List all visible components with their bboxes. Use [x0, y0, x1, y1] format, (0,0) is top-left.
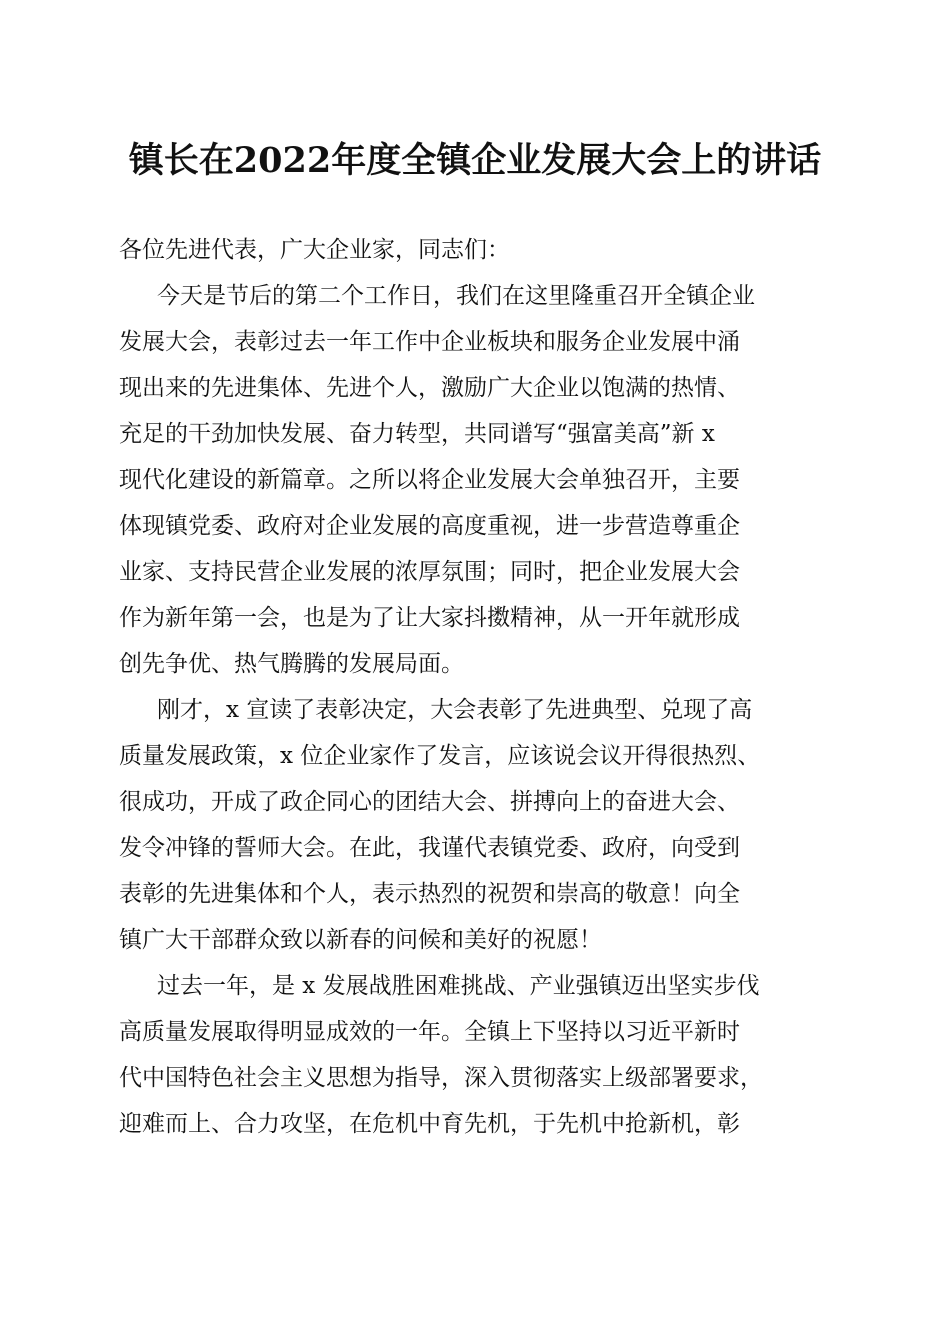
paragraph-line: 今天是节后的第二个工作日，我们在这里隆重召开全镇企业	[157, 283, 755, 309]
salutation: 各位先进代表，广大企业家，同志们：	[119, 237, 510, 263]
paragraph-line: 质量发展政策，x 位企业家作了发言，应该说会议开得很热烈、	[119, 743, 761, 769]
paragraph-line: 业家、支持民营企业发展的浓厚氛围；同时，把企业发展大会	[119, 559, 740, 585]
paragraph-line: 镇广大干部群众致以新春的问候和美好的祝愿！	[119, 927, 602, 953]
paragraph-line: 代中国特色社会主义思想为指导，深入贯彻落实上级部署要求，	[119, 1065, 763, 1091]
paragraph-line: 创先争优、热气腾腾的发展局面。	[119, 651, 464, 677]
paragraph-line: 现出来的先进集体、先进个人，激励广大企业以饱满的热情、	[119, 375, 740, 401]
paragraph-line: 现代化建设的新篇章。之所以将企业发展大会单独召开，主要	[119, 467, 740, 493]
paragraph-line: 迎难而上、合力攻坚，在危机中育先机，于先机中抢新机，彰	[119, 1111, 740, 1137]
document-body	[119, 227, 831, 1147]
paragraph-line: 高质量发展取得明显成效的一年。全镇上下坚持以习近平新时	[119, 1019, 740, 1045]
paragraph-line: 表彰的先进集体和个人，表示热烈的祝贺和崇高的敬意！向全	[119, 881, 740, 907]
paragraph-line: 发令冲锋的誓师大会。在此，我谨代表镇党委、政府，向受到	[119, 835, 740, 861]
paragraph-line: 过去一年，是 x 发展战胜困难挑战、产业强镇迈出坚实步伐	[157, 973, 760, 999]
paragraph-line: 很成功，开成了政企同心的团结大会、拼搏向上的奋进大会、	[119, 789, 740, 815]
paragraph-line: 作为新年第一会，也是为了让大家抖擞精神，从一开年就形成	[119, 605, 740, 631]
document-title: 镇长在2022年度全镇企业发展大会上的讲话	[128, 140, 822, 181]
paragraph-3	[119, 963, 831, 1147]
paragraph-2	[119, 687, 831, 963]
paragraph-line: 体现镇党委、政府对企业发展的高度重视，进一步营造尊重企	[119, 513, 740, 539]
paragraph-line: 刚才，x 宣读了表彰决定，大会表彰了先进典型、兑现了高	[157, 697, 753, 723]
paragraph-line: 充足的干劲加快发展、奋力转型，共同谱写“强富美高”新 x	[119, 421, 715, 447]
paragraph-line: 发展大会，表彰过去一年工作中企业板块和服务企业发展中涌	[119, 329, 740, 355]
paragraph-1	[119, 273, 831, 687]
